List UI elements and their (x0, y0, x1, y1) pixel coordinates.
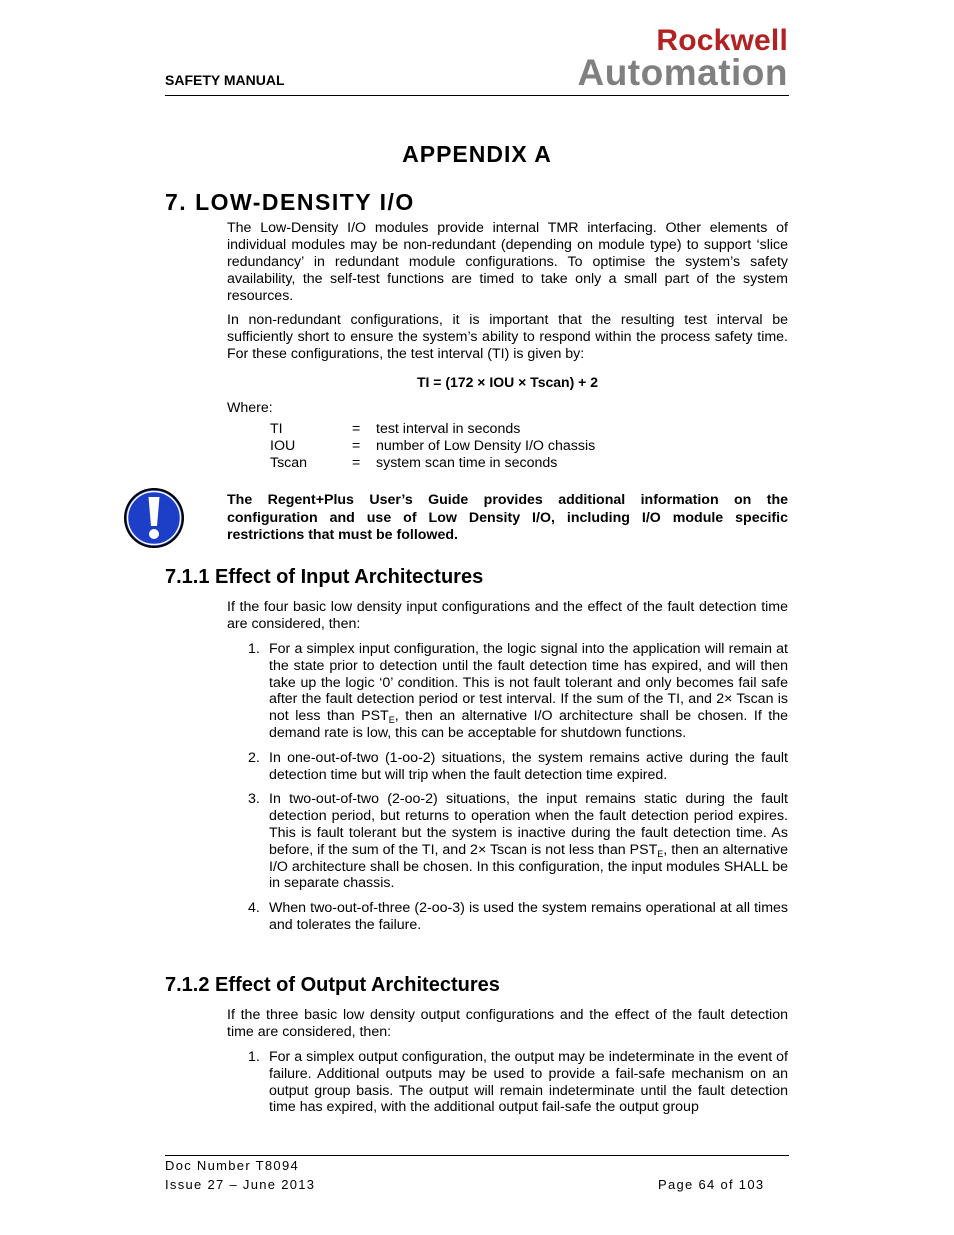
logo-line-1: Rockwell (656, 24, 788, 57)
definition-list (270, 421, 595, 472)
intro-paragraph: The Low-Density I/O modules provide internal TMR interfacing. Other elements of individual modules may be non-redundant (depending on module type) to support ‘slice redundancy’ in redundant module configurations. To optimise the system’s safety availability, the self-test functions are timed to take only a small part of the system resources. (227, 220, 788, 304)
doc-number: Doc Number T8094 (165, 1158, 300, 1173)
issue-date: Issue 27 – June 2013 (165, 1177, 316, 1192)
output-architectures-intro: If the three basic low density output configurations and the effect of the fault detection time are considered, then: (227, 1007, 788, 1040)
exclamation-circle-icon (123, 487, 185, 549)
definition-term: IOU (270, 438, 296, 454)
input-architectures-intro: If the four basic low density input configurations and the effect of the fault detection time are considered, then: (227, 599, 788, 632)
list-item-number: 2. (248, 749, 260, 766)
definition-term: Tscan (270, 455, 308, 471)
logo-line-2: Automation (577, 52, 788, 93)
where-label: Where: (227, 400, 273, 416)
list-item (248, 750, 788, 784)
list-item (248, 1049, 788, 1116)
footer-divider (165, 1155, 789, 1156)
header-divider (165, 95, 789, 96)
list-item-text: In one-out-of-two (1-oo-2) situations, the system remains active during the fault detection time but will trip when the fault detection time expired. (269, 749, 788, 783)
list-item-text: When two-out-of-three (2-oo-3) is used the system remains operational at all times and tolerates the failure. (269, 900, 788, 933)
output-architectures-list (248, 1049, 788, 1124)
list-item-number: 4. (248, 900, 260, 917)
output-architectures-heading: 7.1.2 Effect of Output Architectures (165, 974, 500, 996)
definition-desc: test interval in seconds (376, 421, 521, 437)
list-item-number: 3. (248, 791, 260, 808)
definition-term: TI (270, 421, 283, 437)
definition-desc: system scan time in seconds (376, 455, 558, 471)
input-architectures-list (248, 641, 788, 942)
definition-equals: = (352, 455, 361, 471)
rockwell-automation-logo (552, 26, 788, 91)
definition-equals: = (352, 421, 361, 437)
input-architectures-heading: 7.1.1 Effect of Input Architectures (165, 566, 484, 588)
list-item-text: In two-out-of-two (2-oo-2) situations, the input remains static during the fault detection period, but returns to operation when the fault detection period expires. This is fault tolerant but the system is inactive during the fault detection time. As before, if the sum of the TI, and 2× Tscan is not less than $PST_E$, then an alternative I/O architecture shall be chosen. In this configuration, the input modules SHALL be in separate chassis. (269, 791, 788, 892)
definition-desc: number of Low Density I/O chassis (376, 438, 596, 454)
list-item-number: 1. (248, 641, 260, 657)
manual-title: SAFETY MANUAL (165, 72, 285, 88)
test-interval-paragraph: In non-redundant configurations, it is important that the resulting test interval be sufficiently short to ensure the system’s ability to respond within the process safety time. For these configurations, the test interval (TI) is given by: (227, 312, 788, 362)
section-heading: 7. LOW-DENSITY I/O (165, 189, 415, 215)
page-number: Page 64 of 103 (658, 1177, 765, 1192)
definition-row (270, 421, 595, 438)
appendix-title: APPENDIX A (402, 141, 552, 167)
list-item-text: For a simplex input configuration, the logic signal into the application will remain at the state prior to detection until the fault detection time has expired, and will then take up the logic ‘0’ condition. This is not fault tolerant and only becomes fail safe after the fault detection period or test interval. If the sum of the TI, and 2× Tscan is not less than $PST_E$, then an alternative I/O architecture shall be chosen. If the demand rate is low, this can be acceptable for shutdown functions. (269, 641, 789, 741)
definition-row (270, 438, 595, 455)
list-item-number: 1. (248, 1049, 260, 1065)
definition-row (270, 455, 595, 472)
list-item-text: For a simplex output configuration, the output may be indeterminate in the event of failure. Additional outputs may be used to provide a fail-safe mechanism on an output group basis. The output will remain indeterminate until the fault detection time has expired, with the additional output fail-safe the output group (269, 1049, 788, 1116)
test-interval-formula: TI = (172 × IOU × Tscan) + 2 (416, 374, 599, 390)
list-item (248, 900, 788, 934)
list-item (248, 641, 788, 742)
list-item (248, 791, 788, 892)
user-guide-note: The Regent+Plus User’s Guide provides additional information on the configuration and use of Low Density I/O, including I/O module specific restrictions that must be followed. (227, 492, 788, 543)
definition-equals: = (352, 438, 361, 454)
